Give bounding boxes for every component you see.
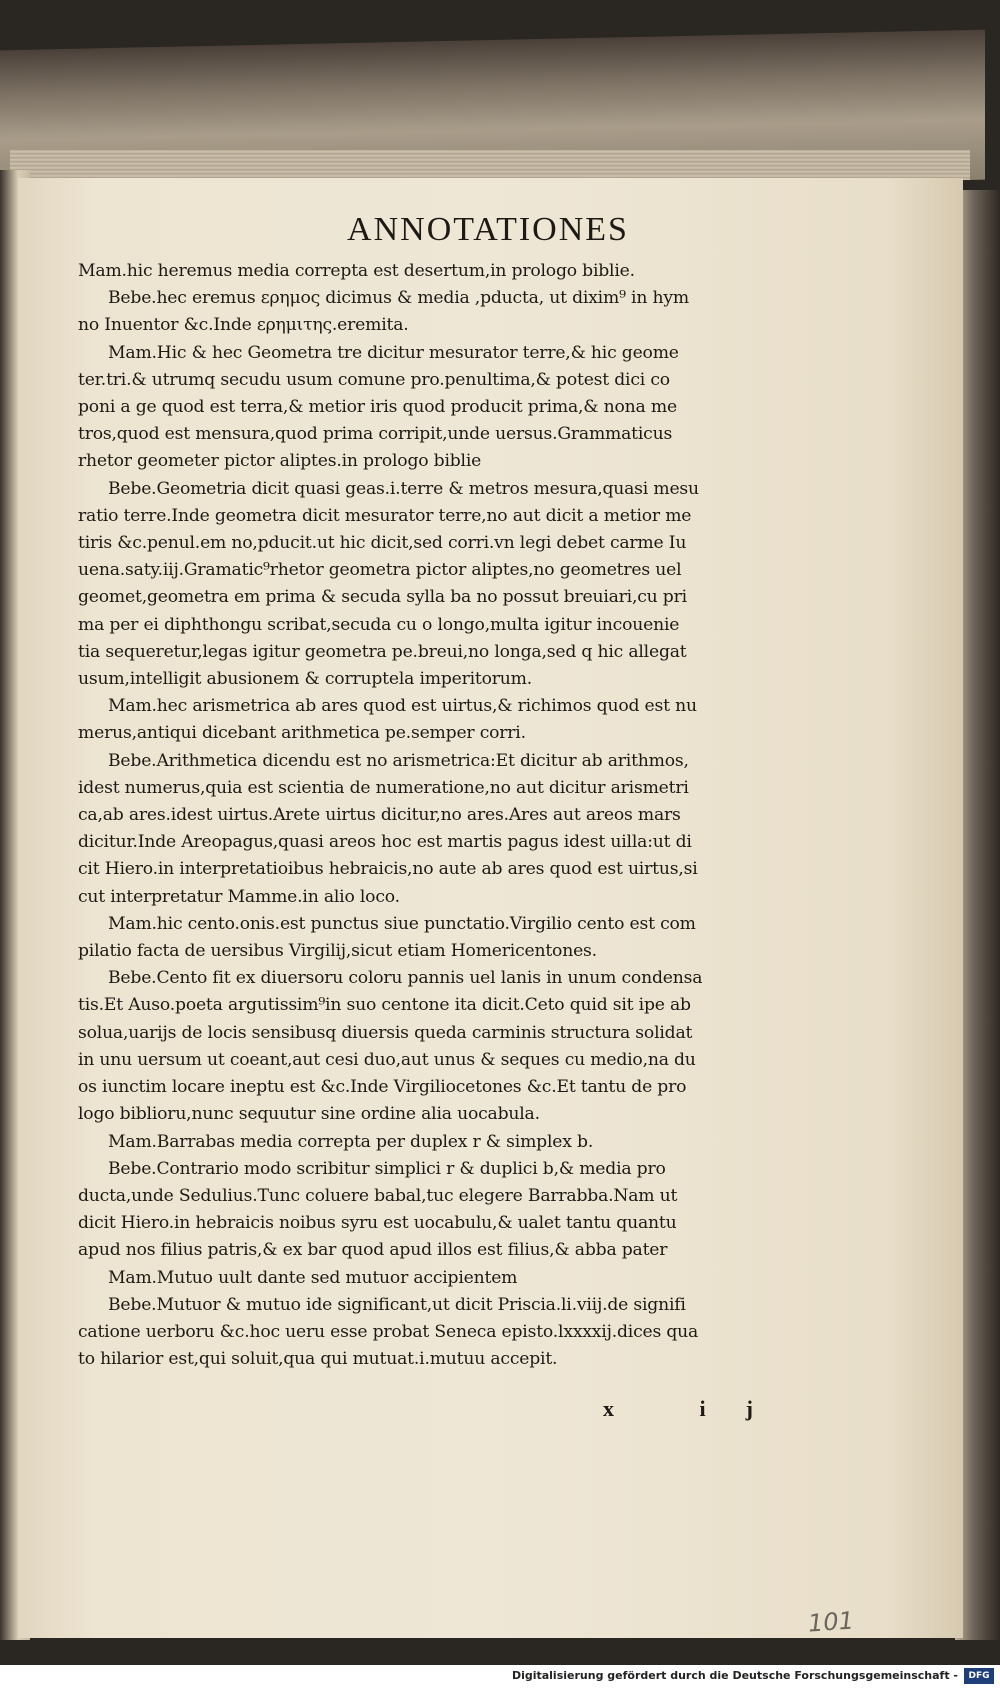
text-line: tros,quod est mensura,quod prima corripit,unde uersus.Grammaticus bbox=[78, 424, 673, 445]
page-text bbox=[78, 208, 838, 1373]
text-line: Mam.hic cento.onis.est punctus siue punctatio.Virgilio cento est com bbox=[108, 913, 696, 934]
text-line: Mam.Mutuo uult dante sed mutuor accipientem bbox=[108, 1267, 518, 1288]
text-line: Bebe.Geometria dicit quasi geas.i.terre & metros mesura,quasi mesu bbox=[108, 478, 699, 499]
text-line: Bebe.Arithmetica dicendu est no arismetrica:Et dicitur ab arithmos, bbox=[108, 750, 689, 771]
text-line: uena.saty.iij.Gramatic⁹rhetor geometra pictor aliptes,no geometres uel bbox=[78, 560, 682, 581]
text-line: Mam.Barrabas media correpta per duplex r & simplex b. bbox=[108, 1131, 594, 1152]
text-line: tiris &c.penul.em no,pducit.ut hic dicit,sed corri.vn legi debet carme Iu bbox=[78, 533, 687, 554]
text-line: rhetor geometer pictor aliptes.in prologo biblie bbox=[78, 451, 482, 472]
page-title: ANNOTATIONES bbox=[347, 211, 629, 248]
text-line: Bebe.Cento fit ex diuersoru coloru pannis uel lanis in unum condensa bbox=[108, 968, 703, 989]
text-line: no Inuentor &c.Inde ερημιτης.eremita. bbox=[78, 315, 409, 336]
footer-bar bbox=[0, 1665, 1000, 1689]
text-line: dicit Hiero.in hebraicis noibus syru est uocabulu,& ualet tantu quantu bbox=[78, 1213, 677, 1234]
text-line: idest numerus,quia est scientia de numeratione,no aut dicitur arismetri bbox=[78, 777, 689, 798]
dfg-logo-icon: DFG bbox=[964, 1668, 994, 1684]
text-line: geomet,geometra em prima & secuda sylla ba no possut breuiari,cu pri bbox=[78, 587, 687, 608]
text-line: usum,intelligit abusionem & corruptela imperitorum. bbox=[78, 669, 533, 690]
text-line: os iunctim locare ineptu est &c.Inde Virgiliocetones &c.Et tantu de pro bbox=[78, 1077, 687, 1098]
text-line: cit Hiero.in interpretatioibus hebraicis,no aute ab ares quod est uirtus,si bbox=[78, 859, 698, 880]
text-line: pilatio facta de uersibus Virgilij,sicut etiam Homericentones. bbox=[78, 941, 597, 962]
text-line: merus,antiqui dicebant arithmetica pe.semper corri. bbox=[78, 723, 526, 744]
text-line: ter.tri.& utrumq secudu usum comune pro.penultima,& potest dici co bbox=[78, 369, 670, 390]
text-line: Mam.Hic & hec Geometra tre dicitur mesurator terre,& hic geome bbox=[108, 342, 679, 363]
folio-number: x ij bbox=[603, 1396, 793, 1421]
text-line: in unu uersum ut coeant,aut cesi duo,aut unus & seques cu medio,na du bbox=[78, 1049, 696, 1070]
text-line: tia sequeretur,legas igitur geometra pe.breui,no longa,sed q hic allegat bbox=[78, 641, 687, 662]
text-line: ma per ei diphthongu scribat,secuda cu o longo,multa igitur incouenie bbox=[78, 614, 680, 635]
text-line: logo biblioru,nunc sequutur sine ordine alia uocabula. bbox=[78, 1104, 540, 1125]
text-line: Mam.hec arismetrica ab ares quod est uirtus,& richimos quod est nu bbox=[108, 696, 697, 717]
text-line: tis.Et Auso.poeta argutissim⁹in suo centone ita dicit.Ceto quid sit ipe ab bbox=[78, 995, 691, 1016]
text-line: ratio terre.Inde geometra dicit mesurator terre,no aut dicit a metior me bbox=[78, 505, 692, 526]
text-line: cut interpretatur Mamme.in alio loco. bbox=[78, 886, 400, 907]
text-line: ducta,unde Sedulius.Tunc coluere babal,tuc elegere Barrabba.Nam ut bbox=[78, 1185, 678, 1206]
text-line: catione uerboru &c.hoc ueru esse probat Seneca episto.lxxxxij.dices qua bbox=[78, 1321, 699, 1342]
page-stack bbox=[10, 150, 970, 180]
text-line: Bebe.Contrario modo scribitur simplici r & duplici b,& media pro bbox=[108, 1158, 666, 1179]
text-line: apud nos filius patris,& ex bar quod apud illos est filius,& abba pater bbox=[78, 1240, 668, 1261]
pencil-page-number: 101 bbox=[807, 1606, 855, 1638]
footer-credit: Digitalisierung gefördert durch die Deutsche Forschungsgemeinschaft - bbox=[511, 1669, 958, 1682]
text-line: Mam.hic heremus media correpta est desertum,in prologo biblie. bbox=[78, 261, 635, 281]
book-page bbox=[18, 178, 963, 1638]
text-line: poni a ge quod est terra,& metior iris quod producit prima,& nona me bbox=[78, 397, 677, 418]
text-line: solua,uarijs de locis sensibusq diuersis queda carminis structura solidat bbox=[78, 1022, 693, 1043]
text-line: to hilarior est,qui soluit,qua qui mutuat.i.mutuu accepit. bbox=[78, 1349, 558, 1370]
text-line: dicitur.Inde Areopagus,quasi areos hoc est martis pagus idest uilla:ut di bbox=[78, 832, 692, 853]
text-line: Bebe.hec eremus ερημος dicimus & media ,pducta, ut dixim⁹ in hym bbox=[108, 288, 689, 309]
text-line: Bebe.Mutuor & mutuo ide significant,ut dicit Priscia.li.viij.de signifi bbox=[108, 1294, 686, 1315]
text-line: ca,ab ares.idest uirtus.Arete uirtus dicitur,no ares.Ares aut areos mars bbox=[78, 805, 681, 826]
